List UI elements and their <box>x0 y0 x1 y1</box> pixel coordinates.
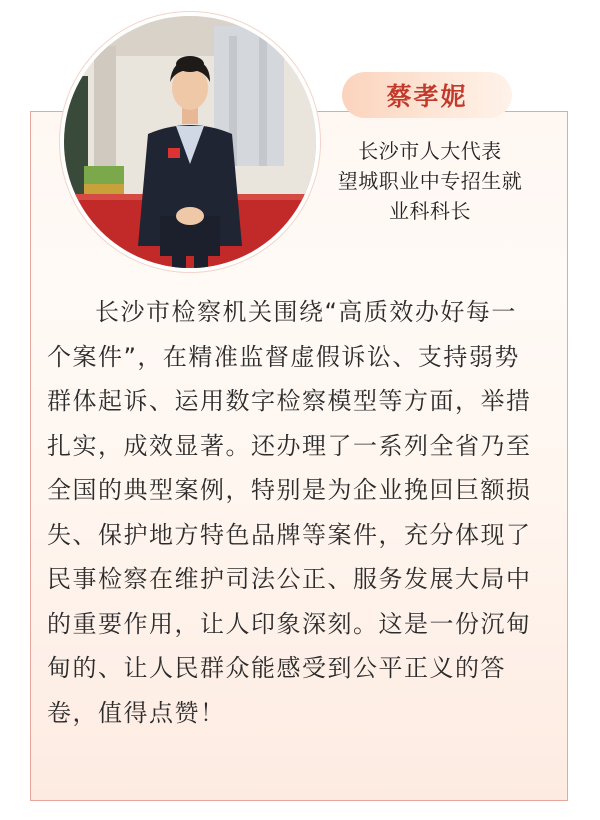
person-title-line: 望城职业中专招生就 <box>337 169 523 193</box>
statement-line: 的重要作用，让人印象深刻。这是一份沉甸 <box>47 609 532 638</box>
person-titles <box>330 136 530 226</box>
person-name: 蔡孝妮 <box>386 82 468 111</box>
statement-line: 长沙市检察机关围绕“高质效办好每一 <box>95 298 517 326</box>
statement-line: 失、保护地方特色品牌等案件，充分体现了 <box>47 520 532 549</box>
portrait-photo <box>64 16 316 268</box>
statement-line: 群体起诉、运用数字检察模型等方面，举措 <box>47 387 532 415</box>
statement-line: 个案件”，在精准监督虚假诉讼、支持弱势 <box>47 342 520 371</box>
name-badge <box>342 72 512 118</box>
statement-line: 卷，值得点赞！ <box>47 698 226 727</box>
statement-line: 全国的典型案例，特别是为企业挽回巨额损 <box>47 476 532 504</box>
statement-line: 民事检察在维护司法公正、服务发展大局中 <box>47 565 532 593</box>
statement-body <box>47 290 557 735</box>
portrait-frame <box>60 12 320 272</box>
statement-line: 甸的、让人民群众能感受到公平正义的答 <box>47 654 506 682</box>
person-title-line: 业科科长 <box>389 199 471 223</box>
person-title-line: 长沙市人大代表 <box>358 139 502 163</box>
portrait-illustration <box>64 16 316 268</box>
statement-line: 扎实，成效显著。还办理了一系列全省乃至 <box>47 431 532 460</box>
